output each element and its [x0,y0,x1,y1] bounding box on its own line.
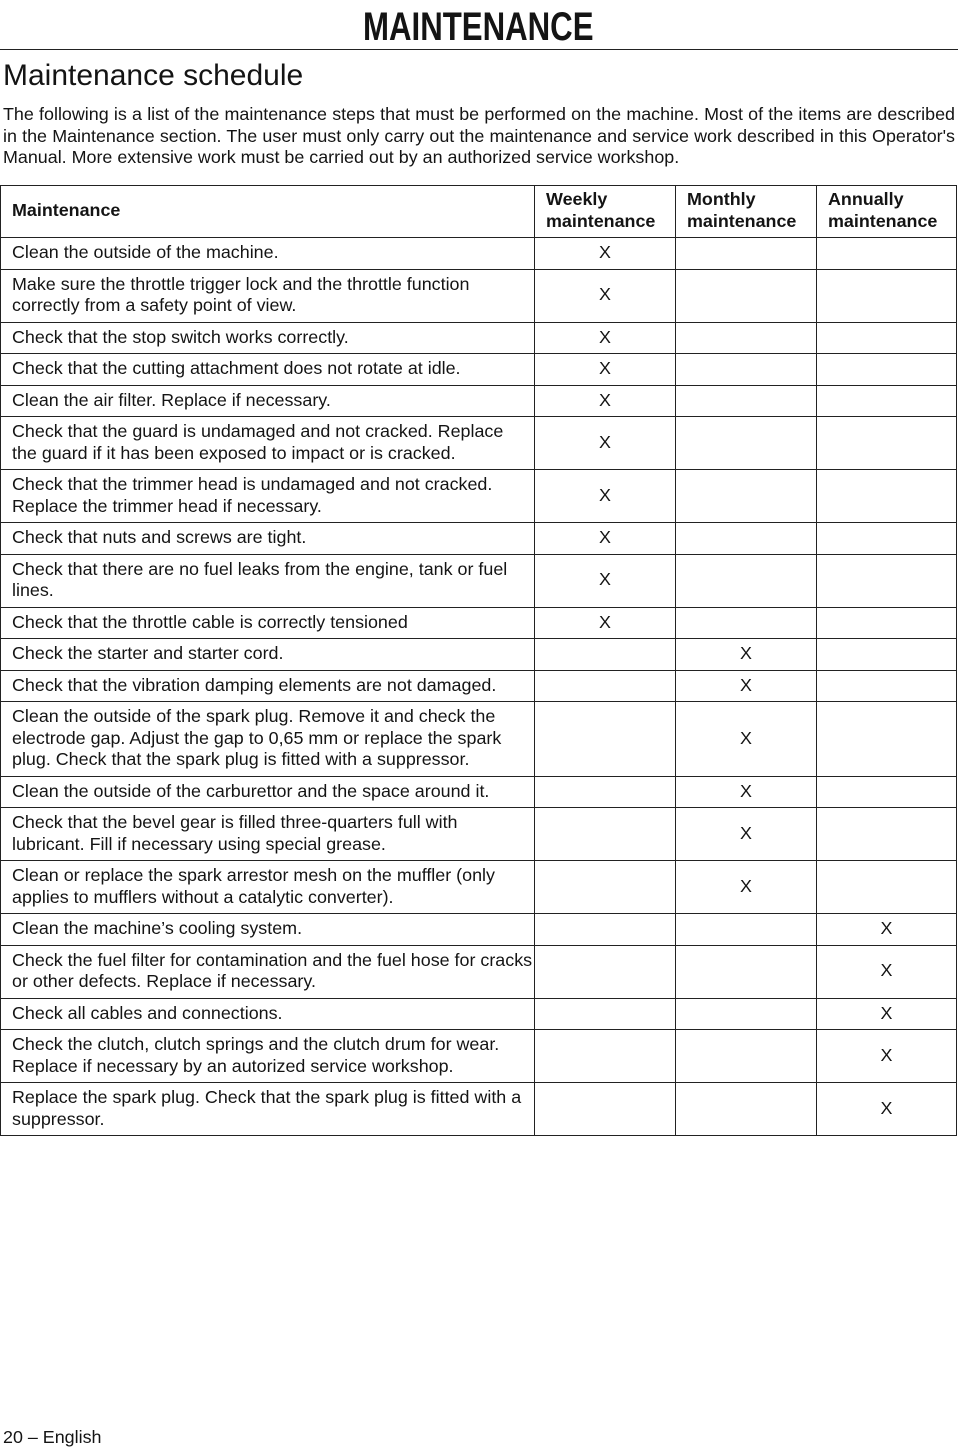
table-row [1,523,957,555]
weekly-mark: X [599,527,611,547]
monthly-mark: X [740,727,752,748]
monthly-cell [676,777,817,809]
weekly-cell [535,270,676,323]
monthly-mark: X [740,643,752,663]
table-row [1,555,957,608]
weekly-mark: X [599,326,611,347]
weekly-cell [535,808,676,861]
annually-cell [817,323,957,355]
annually-cell [817,417,957,470]
task-cell [1,555,535,608]
intro-line: Manual. More extensive work must be carried out by an authorized service workshop. [3,147,680,168]
intro-line: The following is a list of the maintenance steps that must be performed on the machine. Most of the items are described [3,104,955,124]
weekly-cell [535,671,676,703]
weekly-mark: X [599,242,611,262]
monthly-cell [676,808,817,861]
annually-mark: X [880,1097,893,1118]
table-row [1,323,957,355]
task-cell [1,1083,535,1136]
table-row [1,946,957,999]
weekly-cell [535,523,676,555]
annually-cell [817,946,957,999]
weekly-cell [535,1030,676,1083]
task-cell [1,523,535,555]
annually-cell [817,671,957,703]
annually-cell [817,608,957,640]
task-cell [1,914,535,946]
weekly-cell [535,702,676,777]
monthly-mark: X [740,822,752,843]
annually-mark: X [880,960,893,981]
weekly-cell [535,861,676,914]
task-description: Check that the stop switch works correctly. [12,326,349,347]
section-header-title: MAINTENANCE [363,5,594,49]
task-description: Check that the throttle cable is correctly tensioned [12,611,408,632]
weekly-mark: X [599,389,611,410]
table-row [1,777,957,809]
task-description: Clean the air filter. Replace if necessary. [12,389,331,410]
header-cell-weekly [535,186,676,238]
weekly-cell [535,999,676,1031]
monthly-mark: X [740,875,752,896]
monthly-cell [676,861,817,914]
task-cell [1,946,535,999]
table-row [1,861,957,914]
table-row [1,702,957,777]
monthly-cell [676,470,817,523]
column-header-weekly: Weekly maintenance [546,189,656,231]
annually-cell [817,808,957,861]
monthly-mark: X [740,780,752,801]
column-header-maintenance: Maintenance [12,199,121,220]
annually-cell [817,470,957,523]
task-description: Check the clutch, clutch springs and the clutch drum for wear. Replace if necessary by an autorized service workshop. [12,1034,500,1076]
table-row [1,914,957,946]
task-description: Clean the machine’s cooling system. [12,918,303,938]
header-cell-annually [817,186,957,238]
monthly-cell [676,270,817,323]
weekly-cell [535,946,676,999]
annually-cell [817,999,957,1031]
table-row [1,270,957,323]
table-row [1,354,957,386]
annually-cell [817,1083,957,1136]
task-description: Check that there are no fuel leaks from the engine, tank or fuel lines. [12,558,508,600]
task-description: Check that nuts and screws are tight. [12,527,307,547]
weekly-mark: X [599,284,611,305]
annually-cell [817,386,957,418]
weekly-cell [535,470,676,523]
task-description: Clean the outside of the machine. [12,242,279,262]
task-description: Clean the outside of the carburettor and the space around it. [12,780,490,801]
monthly-cell [676,999,817,1031]
task-cell [1,238,535,270]
task-cell [1,417,535,470]
column-header-annually: Annually maintenance [828,189,938,231]
annually-cell [817,270,957,323]
task-description: Check all cables and connections. [12,1002,283,1023]
weekly-cell [535,914,676,946]
table-row [1,999,957,1031]
weekly-cell [535,323,676,355]
task-cell [1,999,535,1031]
task-description: Replace the spark plug. Check that the spark plug is fitted with a suppressor. [12,1087,522,1129]
task-cell [1,639,535,671]
monthly-cell [676,1083,817,1136]
page-footer: 20 – English [3,1427,102,1447]
table-row [1,386,957,418]
task-description: Check the starter and starter cord. [12,643,284,663]
annually-mark: X [880,1044,893,1065]
table-row [1,1083,957,1136]
annually-cell [817,702,957,777]
task-cell [1,1030,535,1083]
monthly-cell [676,323,817,355]
monthly-cell [676,946,817,999]
task-description: Check that the vibration damping elements are not damaged. [12,674,497,695]
monthly-cell [676,608,817,640]
annually-cell [817,639,957,671]
weekly-mark: X [599,484,611,505]
column-header-monthly: Monthly maintenance [687,189,797,231]
task-cell [1,861,535,914]
task-cell [1,323,535,355]
task-description: Clean or replace the spark arrestor mesh on the muffler (only applies to mufflers without a catalytic converter). [12,865,495,907]
task-description: Check the fuel filter for contamination and the fuel hose for cracks or other defects. Replace if necessary. [12,949,533,991]
table-row [1,417,957,470]
task-cell [1,270,535,323]
monthly-cell [676,354,817,386]
table-row [1,1030,957,1083]
header-cell-monthly [676,186,817,238]
task-cell [1,386,535,418]
intro-paragraph [3,104,955,169]
task-cell [1,354,535,386]
weekly-mark: X [599,611,611,632]
weekly-cell [535,608,676,640]
table-row [1,808,957,861]
monthly-cell [676,639,817,671]
monthly-cell [676,555,817,608]
annually-cell [817,238,957,270]
page-title: Maintenance schedule [3,59,304,92]
weekly-cell [535,417,676,470]
monthly-cell [676,238,817,270]
task-cell [1,671,535,703]
monthly-cell [676,386,817,418]
task-description: Clean the outside of the spark plug. Remove it and check the electrode gap. Adjust the gap to 0,65 mm or replace the spark plug. Check that the spark plug is fitted with a suppressor. [12,706,502,769]
weekly-cell [535,238,676,270]
header-divider [0,49,958,50]
monthly-mark: X [740,674,752,695]
task-cell [1,808,535,861]
table-row [1,608,957,640]
table-row [1,671,957,703]
annually-cell [817,555,957,608]
task-description: Check that the guard is undamaged and not cracked. Replace the guard if it has been exposed to impact or is cracked. [12,421,504,463]
annually-cell [817,523,957,555]
table-row [1,238,957,270]
monthly-cell [676,417,817,470]
weekly-cell [535,386,676,418]
header-cell-maintenance [1,186,535,238]
table-row [1,470,957,523]
monthly-cell [676,523,817,555]
weekly-cell [535,1083,676,1136]
table-header-row [1,186,957,238]
table-row [1,639,957,671]
maintenance-schedule-table [0,185,957,1136]
task-description: Check that the trimmer head is undamaged and not cracked. Replace the trimmer head if necessary. [12,474,493,516]
monthly-cell [676,914,817,946]
intro-line: in the Maintenance section. The user must only carry out the maintenance and service work described in this Operator's [3,125,955,146]
weekly-cell [535,777,676,809]
task-description: Make sure the throttle trigger lock and the throttle function correctly from a safety point of view. [12,273,470,315]
weekly-mark: X [599,569,611,590]
weekly-cell [535,555,676,608]
annually-mark: X [880,1002,893,1023]
task-cell [1,470,535,523]
monthly-cell [676,671,817,703]
monthly-cell [676,702,817,777]
task-cell [1,702,535,777]
weekly-mark: X [599,431,611,452]
annually-cell [817,777,957,809]
weekly-cell [535,639,676,671]
annually-cell [817,354,957,386]
task-description: Check that the cutting attachment does not rotate at idle. [12,358,461,378]
annually-cell [817,1030,957,1083]
annually-mark: X [880,918,893,938]
monthly-cell [676,1030,817,1083]
annually-cell [817,861,957,914]
weekly-cell [535,354,676,386]
annually-cell [817,914,957,946]
task-cell [1,608,535,640]
task-description: Check that the bevel gear is filled three-quarters full with lubricant. Fill if necessary using special grease. [12,812,458,854]
task-cell [1,777,535,809]
weekly-mark: X [599,358,611,378]
